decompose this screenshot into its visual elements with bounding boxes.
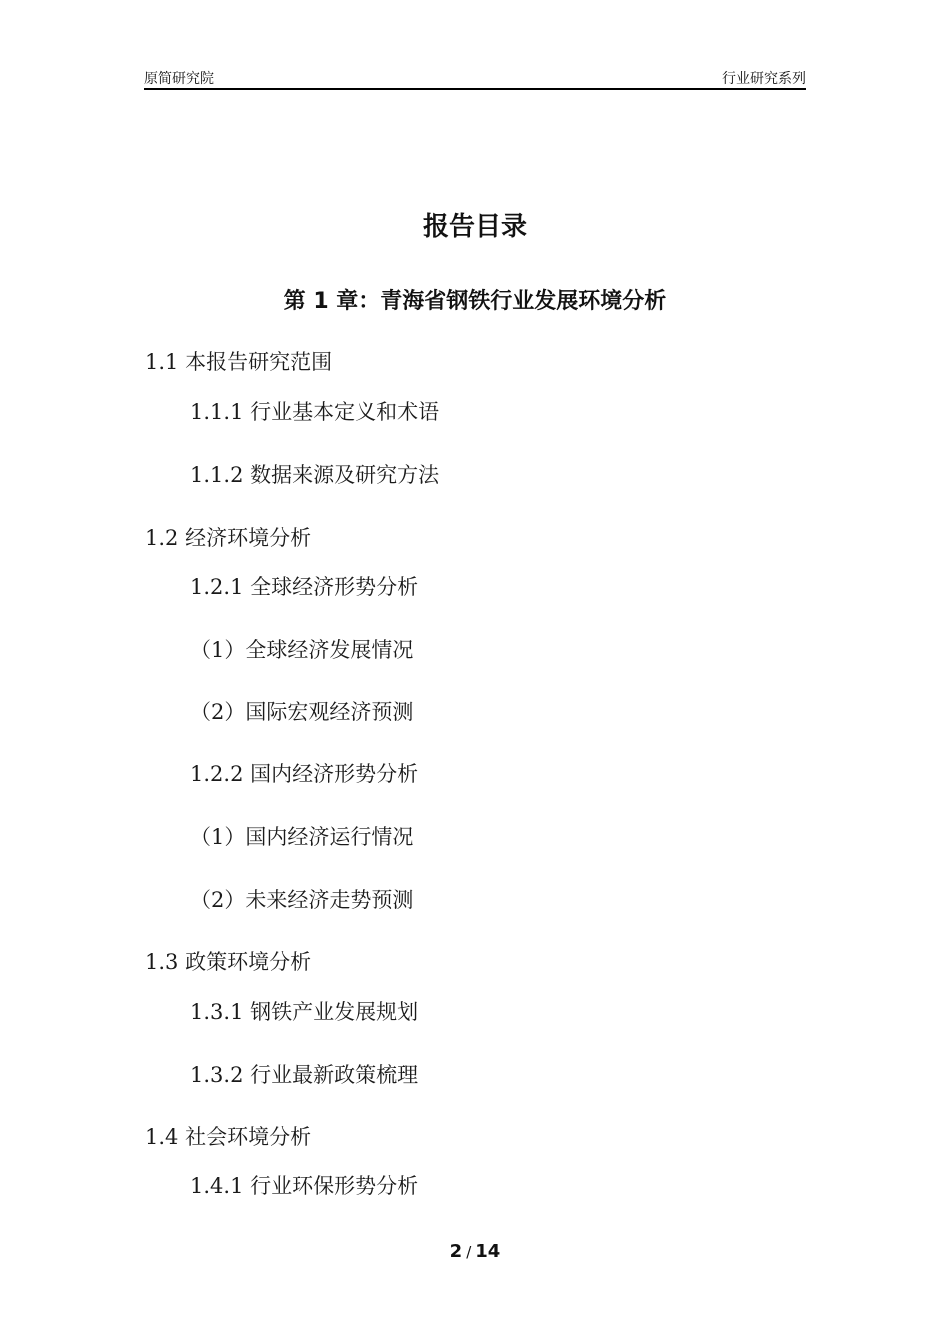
toc-entry-subsection: 1.3.1 钢铁产业发展规划 [190, 1000, 419, 1024]
toc-entry-section: 1.4 社会环境分析 [145, 1125, 312, 1149]
chapter-heading: 第 1 章：青海省钢铁行业发展环境分析 [283, 289, 667, 314]
toc-entry-item: （2）未来经济走势预测 [190, 888, 414, 912]
toc-entry-item: （1）全球经济发展情况 [190, 638, 414, 662]
toc-entry-item: （2）国际宏观经济预测 [190, 700, 414, 724]
report-contents-title: 报告目录 [422, 212, 527, 242]
toc-entry-subsection: 1.4.1 行业环保形势分析 [190, 1174, 419, 1198]
toc-entry-section: 1.1 本报告研究范围 [145, 350, 333, 374]
toc-entry-subsection: 1.3.2 行业最新政策梳理 [190, 1063, 419, 1087]
toc-entry-section: 1.2 经济环境分析 [145, 526, 312, 550]
current-page: 2 [449, 1241, 463, 1262]
toc-entry-subsection: 1.1.1 行业基本定义和术语 [190, 400, 440, 424]
toc-entry-subsection: 1.2.1 全球经济形势分析 [190, 575, 419, 599]
toc-entry-item: （1）国内经济运行情况 [190, 825, 414, 849]
header-publisher: 原简研究院 [144, 71, 214, 87]
page-number [0, 1241, 950, 1262]
toc-entry-section: 1.3 政策环境分析 [145, 950, 312, 974]
toc-entry-subsection: 1.1.2 数据来源及研究方法 [190, 463, 440, 487]
header-series: 行业研究系列 [722, 71, 806, 87]
page-header [144, 66, 806, 90]
total-pages: 14 [475, 1241, 501, 1262]
toc-entry-subsection: 1.2.2 国内经济形势分析 [190, 762, 419, 786]
page-separator: / [466, 1243, 472, 1261]
